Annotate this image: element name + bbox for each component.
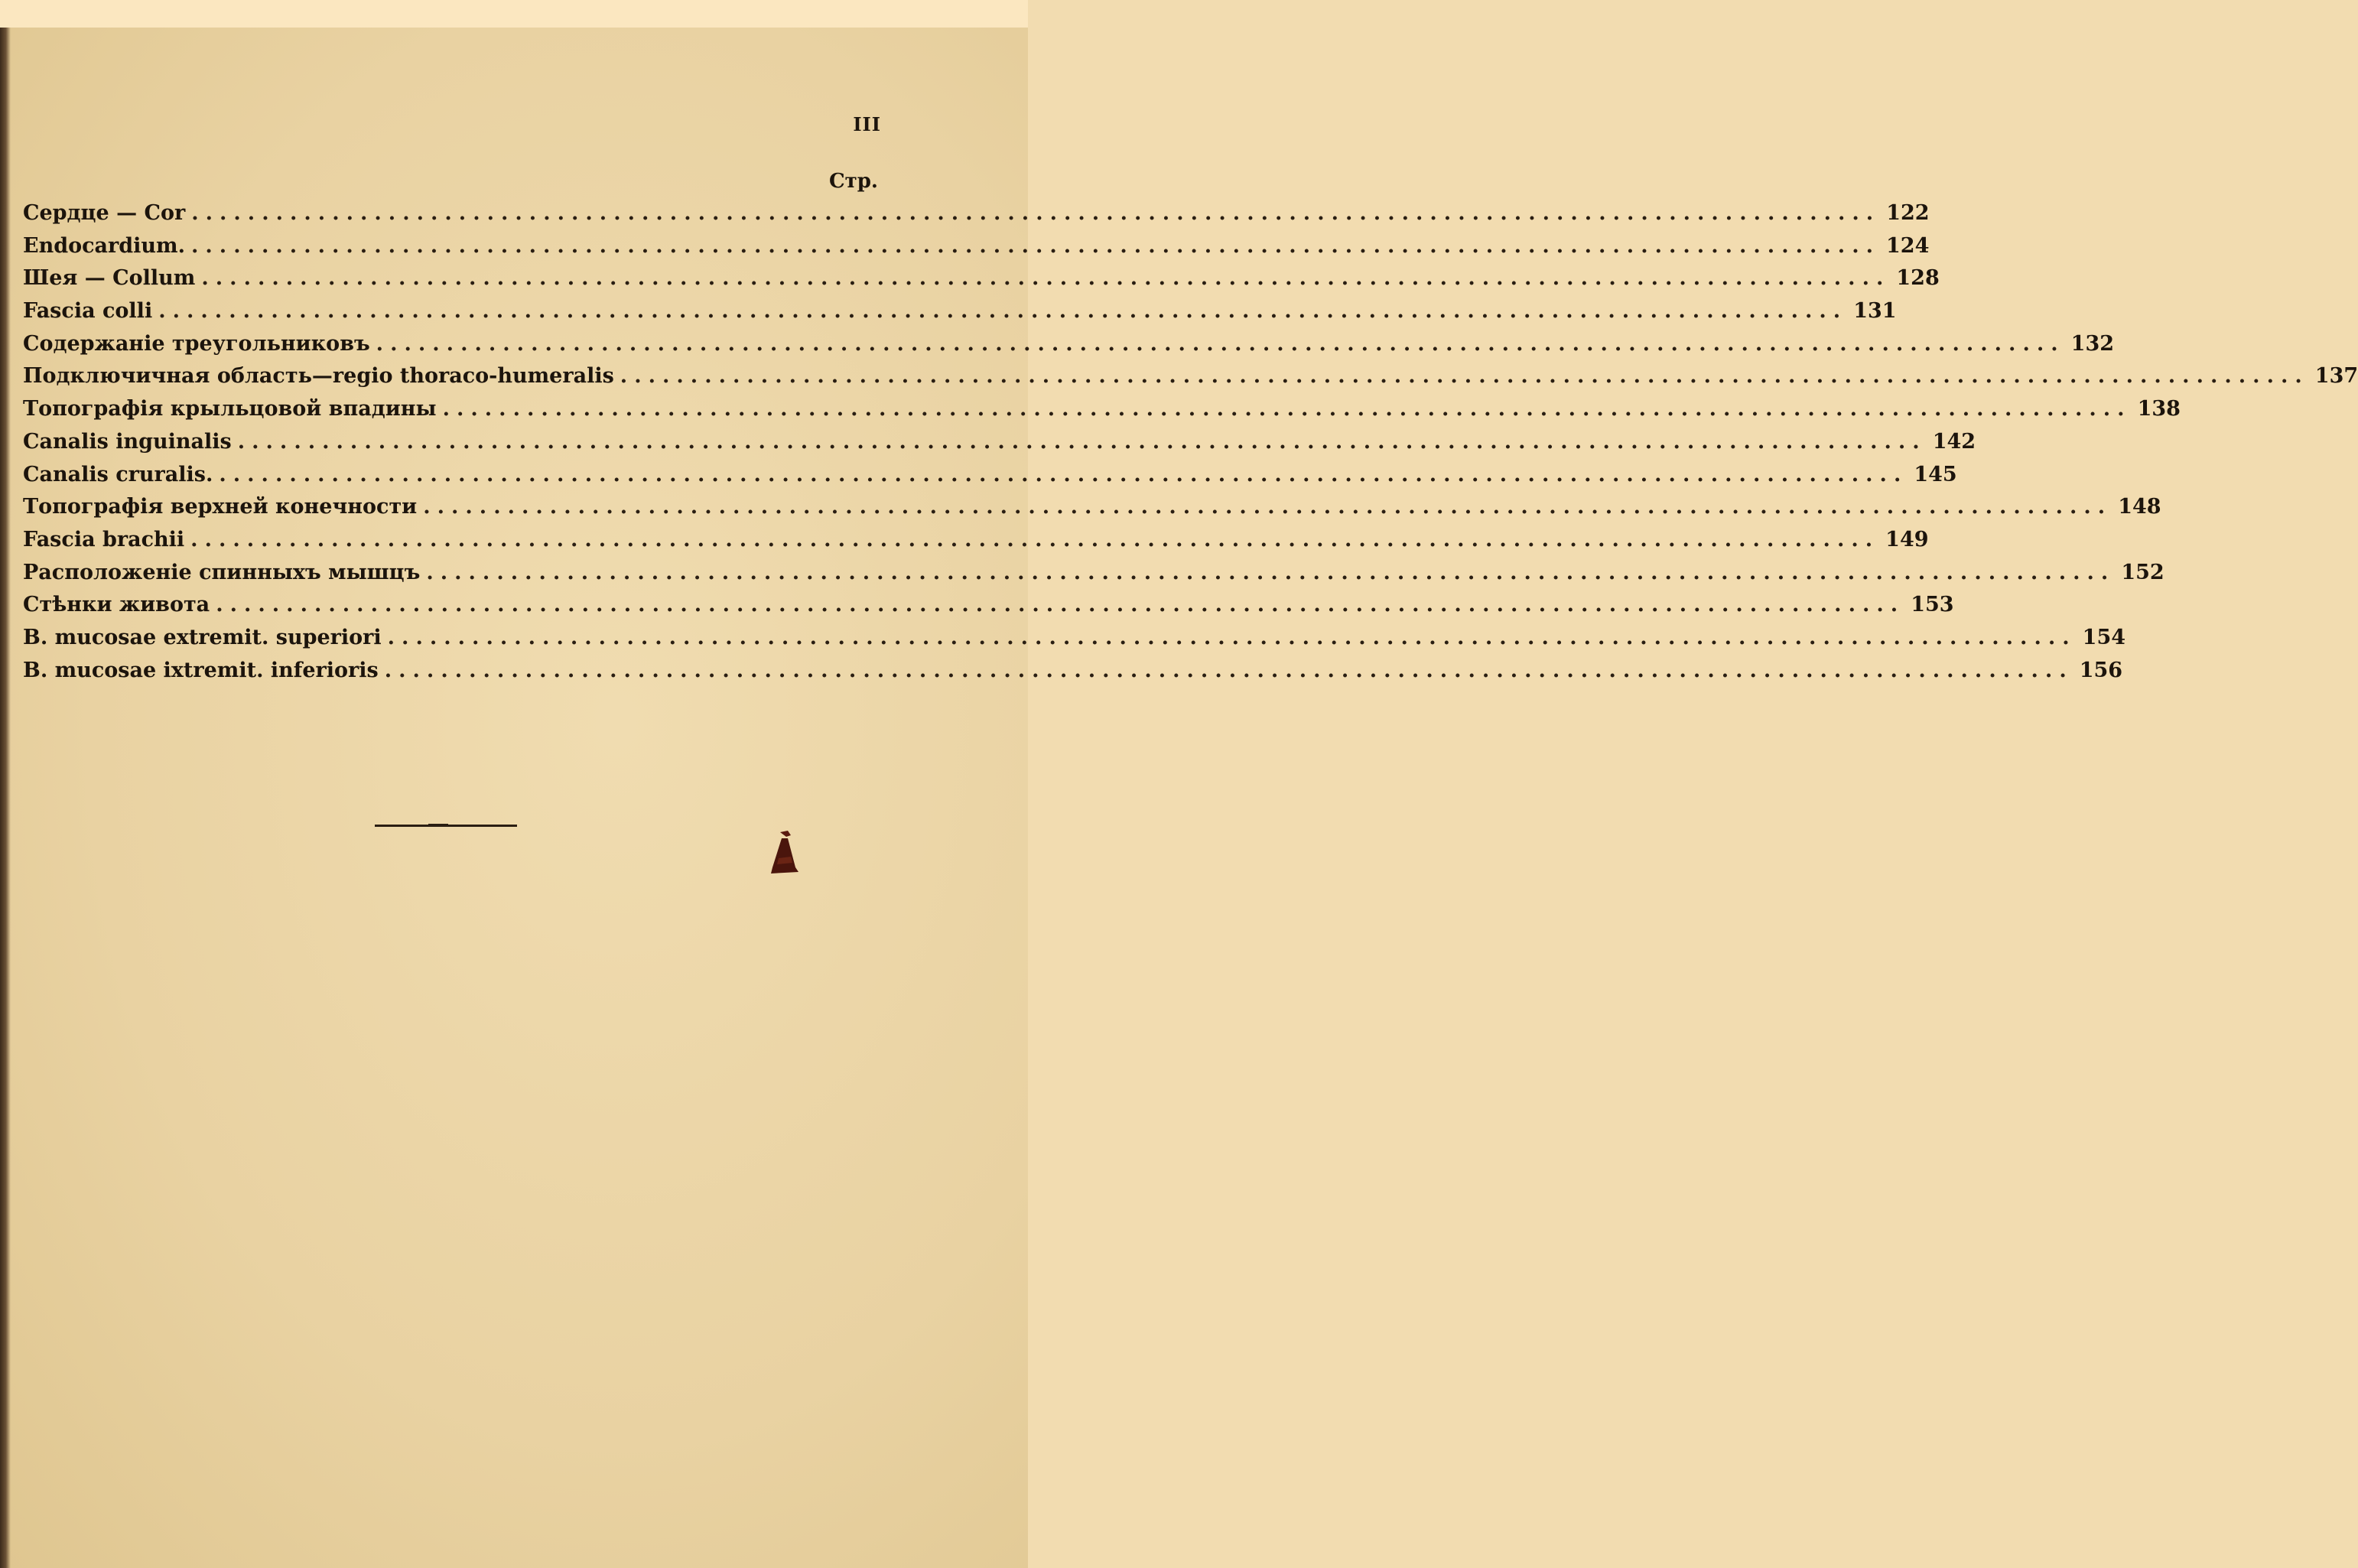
toc-leader-dots: ........................................................................................................................ — [201, 266, 1891, 291]
toc-entry — [23, 491, 2161, 524]
page-column-header: Стр. — [828, 170, 878, 193]
toc-entry — [23, 295, 1897, 328]
toc-entry-page: 152 — [2121, 560, 2164, 584]
toc-entry-page: 122 — [1886, 201, 1930, 225]
toc-entry — [23, 622, 2126, 655]
toc-entry — [23, 393, 2181, 426]
toc-entry-title: Шея — Collum — [23, 266, 196, 291]
toc-entry — [23, 328, 2115, 361]
toc-entry-title: Endocardium. — [23, 233, 185, 258]
toc-entry-title: Содержаніе треугольниковъ — [23, 331, 370, 356]
toc-entry — [23, 426, 1976, 459]
toc-entry-title: Fascia colli — [23, 299, 153, 324]
toc-leader-dots: ........................................................................................................................ — [376, 331, 2065, 356]
toc-entry-page: 145 — [1914, 462, 1957, 486]
toc-entry — [23, 262, 1940, 295]
toc-entry-title: Расположеніе спинныхъ мышцъ — [23, 560, 421, 584]
section-divider-rule — [375, 825, 517, 827]
toc-leader-dots: ........................................................................................................................ — [190, 527, 1880, 551]
toc-leader-dots: ........................................................................................................................ — [191, 233, 1880, 258]
toc-entry — [23, 655, 2123, 688]
toc-entry-page: 148 — [2118, 495, 2161, 519]
toc-entry-page: 138 — [2137, 397, 2181, 421]
toc-entry-page: 154 — [2082, 625, 2126, 649]
toc-entry-page: 153 — [1911, 593, 1954, 617]
table-of-contents — [23, 197, 2358, 687]
toc-entry-title: B. mucosae extremit. superiori — [23, 625, 382, 649]
toc-entry — [23, 557, 2164, 590]
toc-entry-title: B. mucosae ixtremit. inferioris — [23, 658, 379, 682]
toc-entry-page: 156 — [2079, 658, 2123, 682]
toc-entry-page: 131 — [1853, 299, 1897, 324]
toc-entry-title: Fascia brachii — [23, 527, 185, 551]
toc-entry — [23, 360, 2358, 393]
toc-leader-dots: ........................................................................................................................ — [191, 201, 1881, 225]
toc-leader-dots: ........................................................................................................................ — [620, 364, 2309, 389]
toc-leader-dots: ........................................................................................................................ — [442, 397, 2132, 421]
toc-entry-page: 132 — [2070, 331, 2115, 356]
toc-leader-dots: ........................................................................................................................ — [426, 560, 2116, 584]
toc-entry — [23, 459, 1957, 492]
toc-entry-page: 149 — [1885, 527, 1929, 551]
toc-entry-page: 124 — [1886, 233, 1930, 258]
toc-leader-dots: ........................................................................................................................ — [423, 495, 2112, 519]
toc-entry-page: 137 — [2314, 364, 2358, 389]
toc-entry-page: 128 — [1896, 266, 1940, 291]
toc-entry-title: Топографія крыльцовой впадины — [23, 397, 437, 421]
toc-leader-dots: ........................................................................................................................ — [219, 462, 1908, 486]
toc-leader-dots: ........................................................................................................................ — [158, 299, 1848, 324]
toc-entry-title: Canalis inguinalis — [23, 429, 232, 454]
toc-leader-dots: ........................................................................................................................ — [237, 429, 1927, 454]
toc-leader-dots: ........................................................................................................................ — [387, 625, 2077, 649]
library-stamp-icon — [765, 828, 803, 877]
toc-entry — [23, 589, 1954, 622]
book-binding-edge — [0, 28, 11, 1568]
toc-leader-dots: ........................................................................................................................ — [216, 593, 1905, 617]
toc-leader-dots: ........................................................................................................................ — [384, 658, 2073, 682]
toc-entry-title: Подключичная область—regio thoraco-humeralis — [23, 364, 614, 389]
toc-entry-title: Стѣнки живота — [23, 593, 210, 617]
toc-entry-title: Сердце — Cor — [23, 201, 186, 225]
toc-entry-title: Топографія верхней конечности — [23, 495, 418, 519]
page-number: III — [853, 113, 881, 135]
toc-entry-title: Canalis cruralis. — [23, 462, 213, 486]
toc-entry — [23, 524, 1929, 557]
toc-entry-page: 142 — [1932, 429, 1976, 454]
toc-entry — [23, 230, 1930, 263]
toc-entry — [23, 197, 1930, 230]
